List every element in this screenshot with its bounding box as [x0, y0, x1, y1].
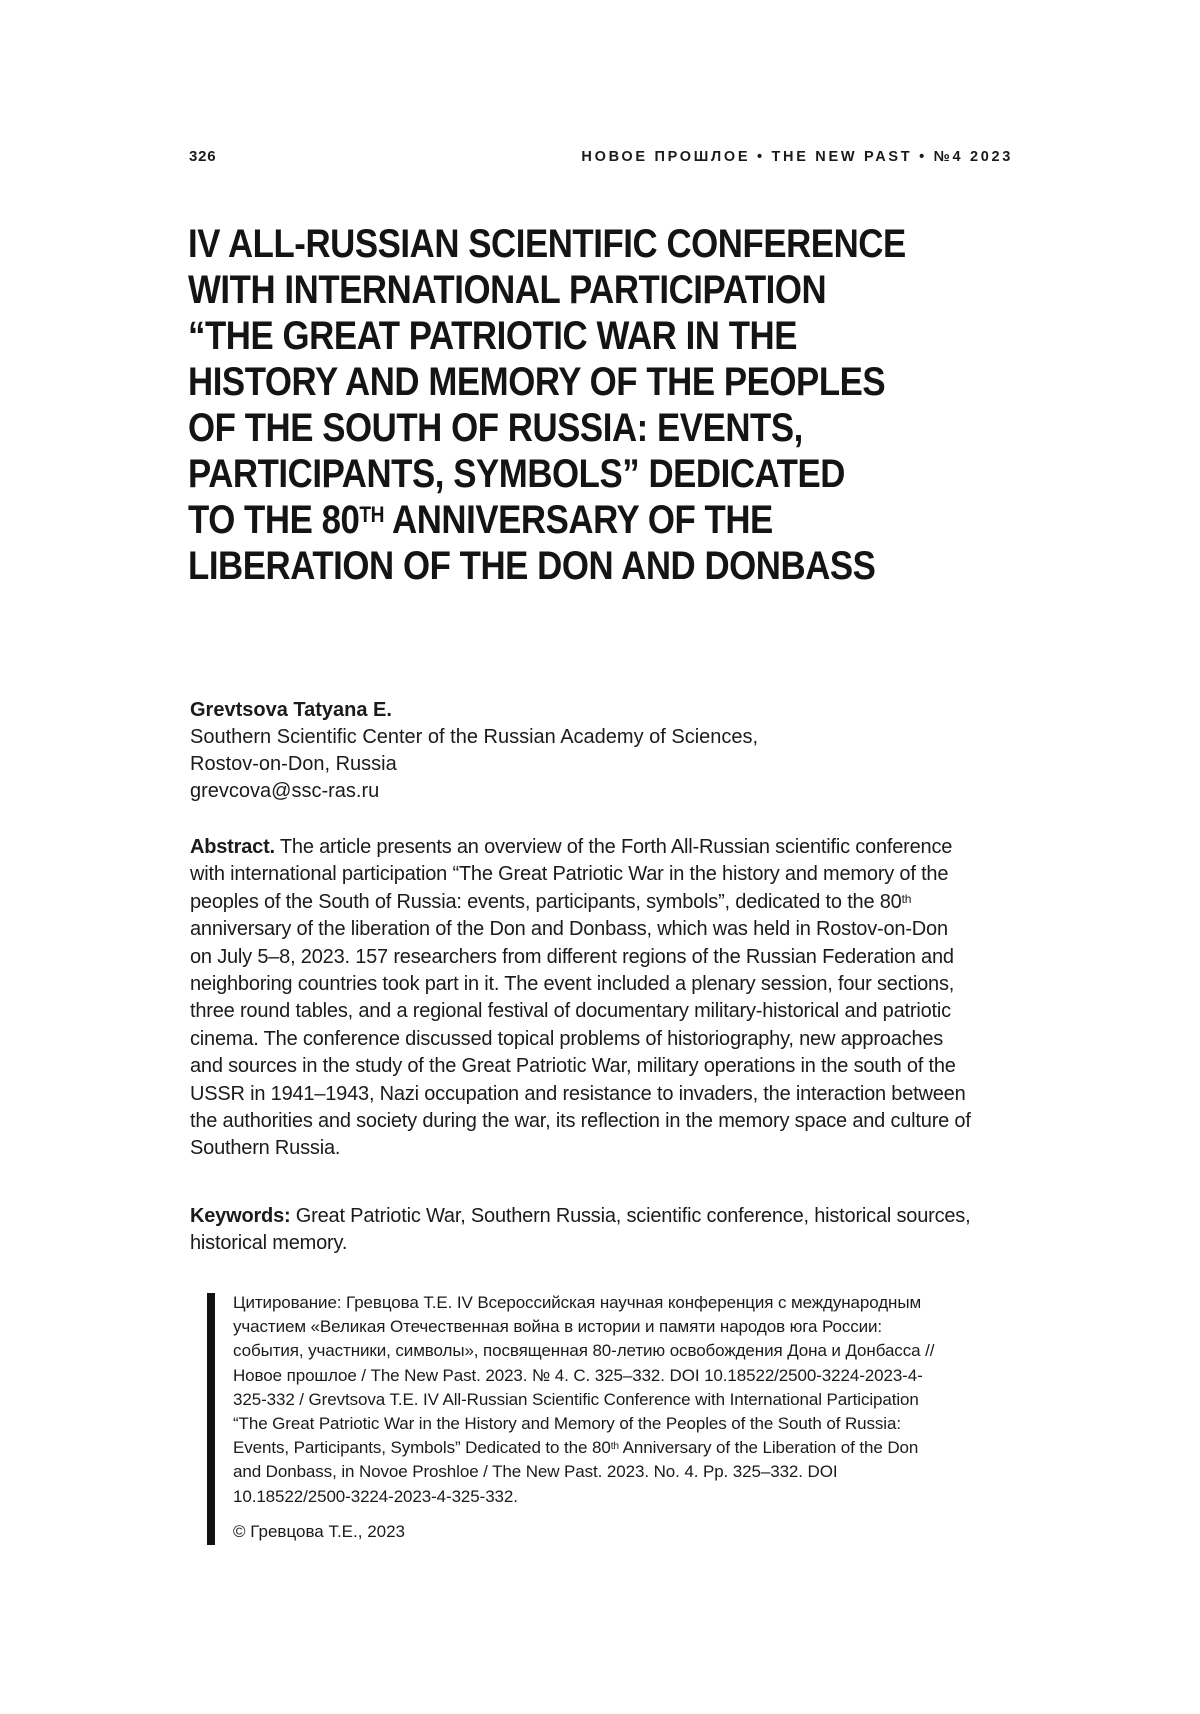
keywords-label: Keywords:	[190, 1205, 291, 1227]
article-title	[188, 221, 906, 589]
title-line: “THE GREAT PATRIOTIC WAR IN THE	[188, 314, 798, 358]
page-number: 326	[189, 148, 217, 165]
title-line-with-superscript	[188, 497, 906, 543]
copyright: © Гревцова Т.Е., 2023	[233, 1521, 406, 1541]
citation-side-bar	[207, 1293, 215, 1545]
title-line-pre: TO THE 80	[188, 498, 360, 542]
keywords-text: Great Patriotic War, Southern Russia, scientific conference, historical sources, historical memory.	[190, 1205, 971, 1255]
author-city: Rostov-on-Don, Russia	[190, 753, 397, 775]
title-superscript: TH	[359, 502, 385, 527]
citation-text-post: Anniversary of the Liberation of the Don and Donbass, in Novoe Proshloe / The New Past. 2023. No. 4. Pp. 325–332. DOI 10.18522/2500-3224-2023-4-325-332.	[233, 1438, 919, 1506]
keywords	[190, 1203, 972, 1258]
page-header	[189, 148, 1013, 165]
abstract-superscript: th	[901, 892, 912, 907]
citation-text-pre: Цитирование: Гревцова Т.Е. IV Всероссийская научная конференция с международным участием «Великая Отечественная война в истории и памяти народов юга России: события, участники, символы», посвященная 80-летию освобождения Дона и Донбасса // Новое прошлое / The New Past. 2023. № 4. С. 325–332. DOI 10.18522/2500-3224-2023-4-325-332 / Grevtsova T.E. IV All-Russian Scientific Conference with International Participation “The Great Patriotic War in the History and Memory of the Peoples of the South of Russia: Events, Participants, Symbols” Dedicated to the 80	[233, 1293, 935, 1458]
author-name: Grevtsova Tatyana E.	[190, 699, 392, 721]
citation-block	[190, 1291, 940, 1544]
author-affiliation: Southern Scientific Center of the Russian Academy of Sciences,	[190, 726, 759, 748]
author-email: grevcova@ssc-ras.ru	[190, 780, 380, 802]
citation-text	[233, 1291, 938, 1509]
title-line: IV ALL-RUSSIAN SCIENTIFIC CONFERENCE	[188, 222, 906, 266]
abstract-text-pre: The article presents an overview of the Forth All-Russian scientific conference with international participation “The Great Patriotic War in the history and memory of the peoples of the South of Russia: events, participants, symbols”, dedicated to the 80	[190, 836, 953, 913]
title-line: HISTORY AND MEMORY OF THE PEOPLES	[188, 360, 886, 404]
abstract-text-post: anniversary of the liberation of the Don and Donbass, which was held in Rostov-on-Don on July 5–8, 2023. 157 researchers from different regions of the Russian Federation and neighboring countries took part in it. The event included a plenary session, four sections, three round tables, and a regional festival of documentary military-historical and patriotic cinema. The conference discussed topical problems of historiography, new approaches and sources in the study of the Great Patriotic War, military operations in the south of the USSR in 1941–1943, Nazi occupation and resistance to invaders, the interaction between the authorities and society during the war, its reflection in the memory space and culture of Southern Russia.	[190, 918, 971, 1160]
title-line-post: ANNIVERSARY OF THE	[384, 498, 773, 542]
title-line: OF THE SOUTH OF RUSSIA: EVENTS,	[188, 406, 803, 450]
title-line: WITH INTERNATIONAL PARTICIPATION	[188, 268, 827, 312]
abstract	[190, 834, 972, 1163]
title-line: LIBERATION OF THE DON AND DONBASS	[188, 544, 876, 588]
title-line: PARTICIPANTS, SYMBOLS” DEDICATED	[188, 452, 845, 496]
citation-superscript: th	[610, 1441, 619, 1453]
author-block	[190, 697, 758, 805]
journal-running-head: НОВОЕ ПРОШЛОЕ • THE NEW PAST • №4 2023	[581, 149, 1013, 165]
abstract-label: Abstract.	[190, 836, 275, 858]
